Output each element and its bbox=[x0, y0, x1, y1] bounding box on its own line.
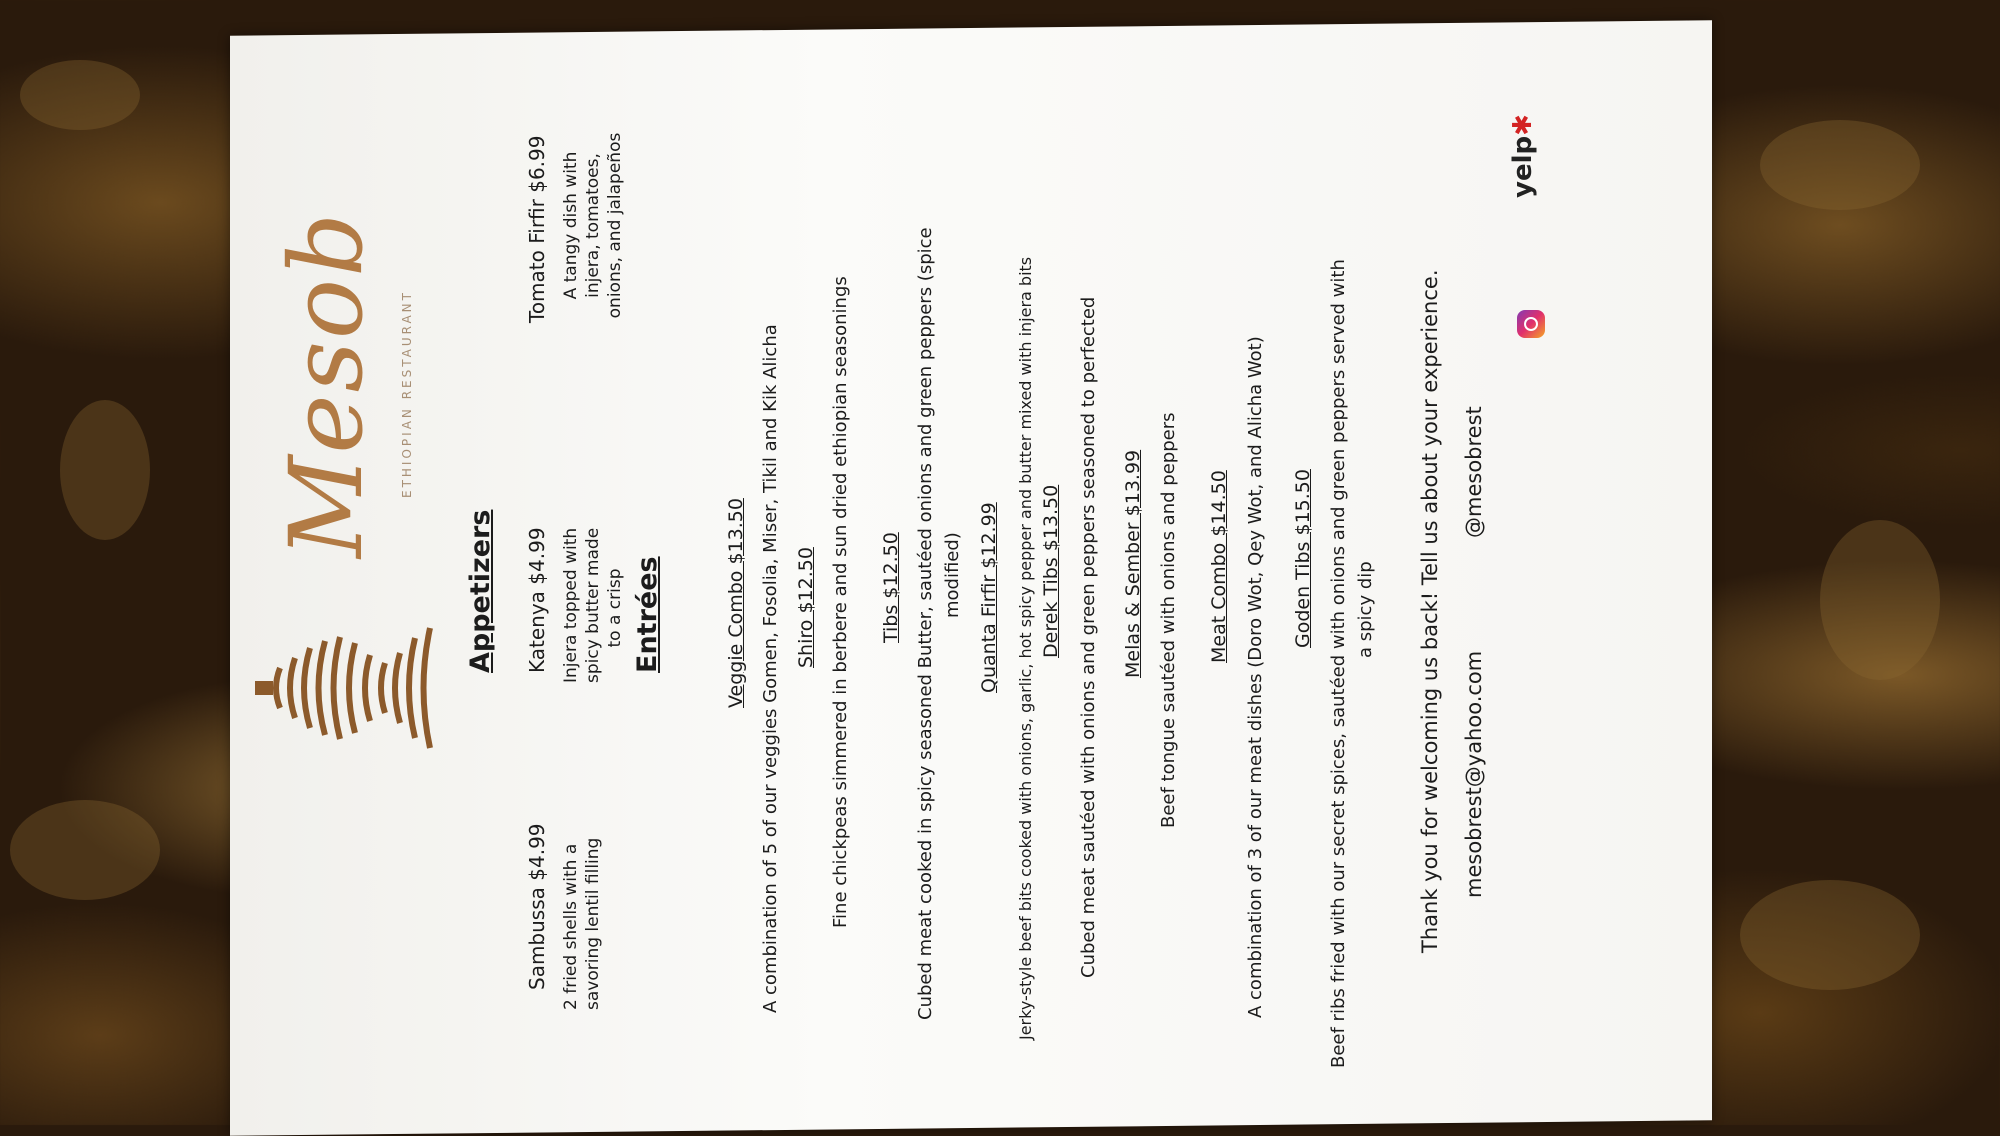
entree-title: Quanta Firfir $12.99 bbox=[978, 502, 1000, 693]
counter-texture bbox=[60, 400, 150, 540]
mesob-basket-logo bbox=[250, 573, 450, 803]
counter-texture bbox=[1740, 880, 1920, 990]
appetizer-desc: 2 fried shells with a savoring lentil filling bbox=[561, 837, 603, 1010]
entree-title: Shiro $12.50 bbox=[795, 547, 817, 668]
entree-title: Tibs $12.50 bbox=[880, 532, 902, 643]
logo-wordmark: Mesob bbox=[268, 210, 385, 558]
instagram-icon bbox=[1517, 310, 1545, 338]
entree-desc: Beef ribs fried with our secret spices, sautéed with onions and green peppers served with bbox=[1328, 259, 1349, 1068]
email-address: mesobrest@yahoo.com bbox=[1462, 650, 1486, 898]
social-handle: @mesobrest bbox=[1462, 406, 1486, 538]
appetizer-title: Sambussa $4.99 bbox=[525, 823, 549, 990]
appetizer-title: Tomato Firfir $6.99 bbox=[525, 135, 549, 323]
appetizer-desc: Injera topped with spicy butter made to a crisp bbox=[561, 527, 625, 683]
appetizers-heading: Appetizers bbox=[465, 509, 496, 673]
entree-title: Veggie Combo $13.50 bbox=[725, 498, 747, 708]
thank-you-message: Thank you for welcoming us back! Tell us about your experience. bbox=[1418, 269, 1442, 953]
appetizer-desc: A tangy dish with injera, tomatoes, onions, and jalapeños bbox=[561, 132, 625, 319]
menu-content bbox=[230, 28, 1712, 1128]
entree-desc: Cubed meat sautéed with onions and green peppers seasoned to perfected bbox=[1078, 296, 1099, 978]
entree-desc: Fine chickpeas simmered in berbere and sun dried ethiopian seasonings bbox=[830, 276, 851, 928]
entree-desc: A combination of 5 of our veggies Gomen, Fosolia, Miser, Tikil and Kik Alicha bbox=[760, 324, 781, 1013]
entree-desc: a spicy dip bbox=[1355, 561, 1376, 658]
entree-desc: Beef tongue sautéed with onions and peppers bbox=[1158, 412, 1179, 828]
counter-texture bbox=[1760, 120, 1920, 210]
yelp-logo: yelp✱ bbox=[1508, 114, 1538, 198]
entree-desc: modified) bbox=[942, 532, 963, 618]
entree-title: Melas & Sember $13.99 bbox=[1122, 449, 1144, 678]
entree-title: Derek Tibs $13.50 bbox=[1040, 484, 1062, 658]
logo-tagline: ETHIOPIAN RESTAURANT bbox=[400, 290, 414, 498]
entree-desc: A combination of 3 of our meat dishes (Doro Wot, Qey Wot, and Alicha Wot) bbox=[1245, 336, 1266, 1018]
entrees-heading: Entrées bbox=[632, 556, 663, 673]
counter-texture bbox=[10, 800, 160, 900]
entree-title: Meat Combo $14.50 bbox=[1208, 470, 1230, 663]
entree-title: Goden Tibs $15.50 bbox=[1292, 469, 1314, 648]
counter-texture bbox=[1820, 520, 1940, 680]
entree-desc: Cubed meat cooked in spicy seasoned Butter, sautéed onions and green peppers (spice bbox=[915, 227, 936, 1020]
entree-desc: Jerky-style beef bits cooked with onions, garlic, hot spicy pepper and butter mixed with injera bits bbox=[1016, 256, 1035, 1040]
counter-texture bbox=[20, 60, 140, 130]
appetizer-title: Katenya $4.99 bbox=[525, 527, 549, 673]
